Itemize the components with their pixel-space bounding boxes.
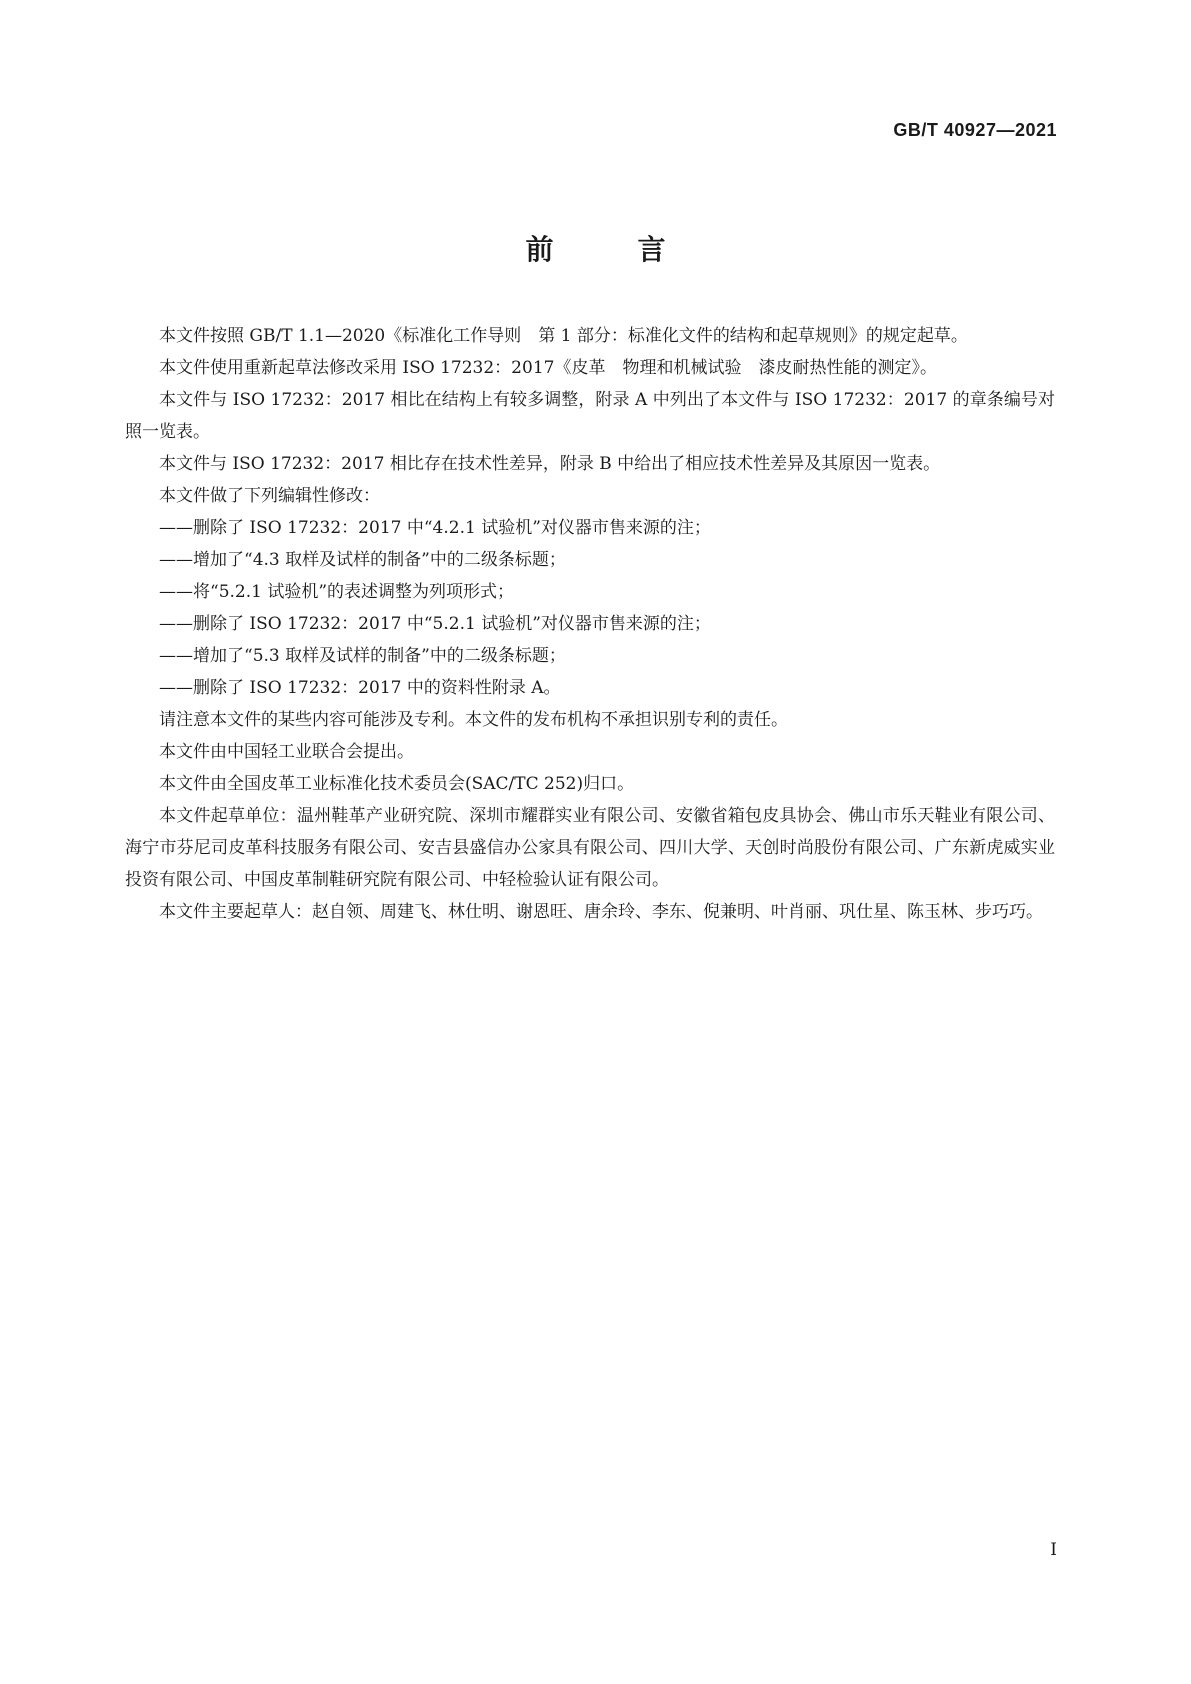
paragraph-proposer: 本文件由中国轻工业联合会提出。 — [159, 742, 414, 762]
paragraph-editorial-intro: 本文件做了下列编辑性修改： — [159, 486, 380, 506]
paragraph-adoption: 本文件使用重新起草法修改采用 ISO 17232：2017《皮革 物理和机械试验 漆皮耐热性能的测定》。 — [159, 358, 937, 378]
document-body — [125, 320, 1055, 928]
editorial-changes-list — [125, 512, 1055, 704]
paragraph-committee: 本文件由全国皮革工业标准化技术委员会(SAC/TC 252)归口。 — [159, 774, 635, 794]
list-item: ——将“5.2.1 试验机”的表述调整为列项形式； — [159, 582, 515, 602]
paragraph-patent-notice: 请注意本文件的某些内容可能涉及专利。本文件的发布机构不承担识别专利的责任。 — [159, 710, 788, 730]
paragraph-structure-changes: 本文件与 ISO 17232：2017 相比在结构上有较多调整，附录 A 中列出了本文件与 ISO 17232：2017 的章条编号对照一览表。 — [125, 390, 1055, 442]
list-item: ——增加了“4.3 取样及试样的制备”中的二级条标题； — [159, 550, 566, 570]
page-number: I — [1050, 1540, 1057, 1560]
standard-code: GB/T 40927—2021 — [893, 120, 1057, 140]
paragraph-drafters: 本文件主要起草人：赵自领、周建飞、林仕明、谢恩旺、唐余玲、李东、倪兼明、叶肖丽、巩仕星、陈玉林、步巧巧。 — [159, 902, 1043, 922]
list-item: ——删除了 ISO 17232：2017 中“5.2.1 试验机”对仪器市售来源的注； — [159, 614, 711, 634]
list-item: ——删除了 ISO 17232：2017 中“4.2.1 试验机”对仪器市售来源的注； — [159, 518, 711, 538]
list-item: ——增加了“5.3 取样及试样的制备”中的二级条标题； — [159, 646, 566, 666]
list-item: ——删除了 ISO 17232：2017 中的资料性附录 A。 — [159, 678, 561, 698]
paragraph-technical-differences: 本文件与 ISO 17232：2017 相比存在技术性差异，附录 B 中给出了相应技术性差异及其原因一览表。 — [159, 454, 941, 474]
paragraph-drafting-organizations: 本文件起草单位：温州鞋革产业研究院、深圳市耀群实业有限公司、安徽省箱包皮具协会、佛山市乐天鞋业有限公司、海宁市芬尼司皮革科技服务有限公司、安吉县盛信办公家具有限公司、四川大学、天创时尚股份有限公司、广东新虎威实业投资有限公司、中国皮革制鞋研究院有限公司、中轻检验认证有限公司。 — [125, 806, 1055, 890]
page-title: 前 言 — [525, 233, 694, 266]
paragraph-drafting-rules: 本文件按照 GB/T 1.1—2020《标准化工作导则 第 1 部分：标准化文件的结构和起草规则》的规定起草。 — [159, 326, 968, 346]
